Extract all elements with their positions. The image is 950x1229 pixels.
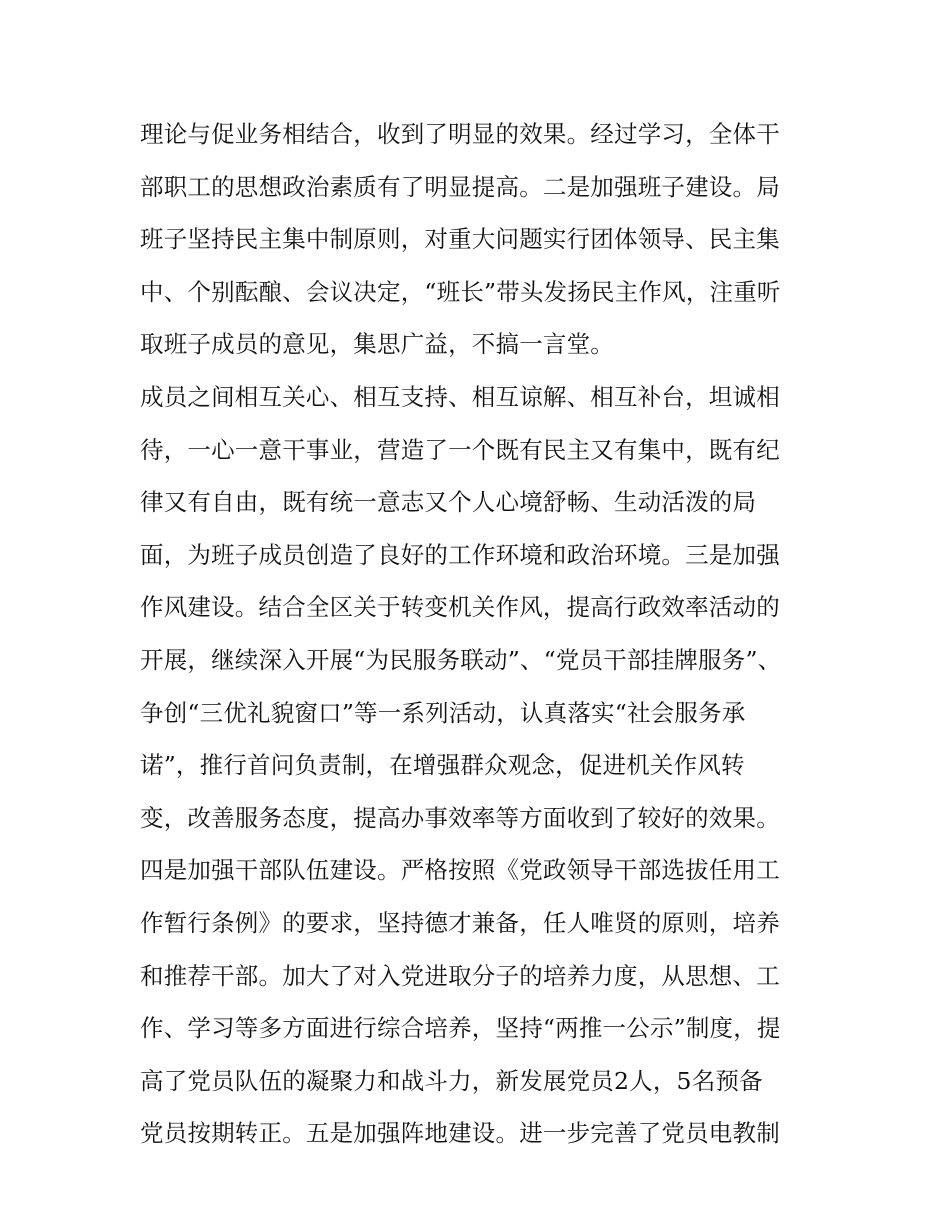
text-line: 面，为班子成员创造了良好的工作环境和政治环境。三是加强 xyxy=(140,540,780,569)
body-text xyxy=(140,108,820,1160)
text-line: 取班子成员的意见，集思广益，不搞一言堂。 xyxy=(140,330,614,359)
text-line: 待，一心一意干事业，营造了一个既有民主又有集中，既有纪 xyxy=(140,435,780,464)
text-line: 开展，继续深入开展“为民服务联动”、“党员干部挂牌服务”、 xyxy=(140,645,782,674)
text-line: 变，改善服务态度，提高办事效率等方面收到了较好的效果。 xyxy=(140,803,780,832)
text-line: 理论与促业务相结合，收到了明显的效果。经过学习，全体干 xyxy=(140,120,780,148)
text-line: 班子坚持民主集中制原则，对重大问题实行团体领导、民主集 xyxy=(140,225,780,254)
text-line: 高了党员队伍的凝聚力和战斗力，新发展党员2人，5名预备 xyxy=(140,1066,763,1095)
text-line: 律又有自由，既有统一意志又个人心境舒畅、生动活泼的局 xyxy=(140,488,757,517)
text-line: 争创“三优礼貌窗口”等一系列活动，认真落实“社会服务承 xyxy=(140,698,746,727)
text-line: 部职工的思想政治素质有了明显提高。二是加强班子建设。局 xyxy=(140,172,780,201)
text-line: 诺”，推行首问负责制，在增强群众观念，促进机关作风转 xyxy=(140,751,745,780)
text-line: 四是加强干部队伍建设。严格按照《党政领导干部选拔任用工 xyxy=(140,856,780,885)
text-line: 党员按期转正。五是加强阵地建设。进一步完善了党员电教制 xyxy=(140,1119,780,1148)
text-line: 中、个别酝酿、会议决定，“班长”带头发扬民主作风，注重听 xyxy=(140,277,781,306)
text-line: 作暂行条例》的要求，坚持德才兼备，任人唯贤的原则，培养 xyxy=(140,908,780,937)
text-line: 作风建设。结合全区关于转变机关作风，提高行政效率活动的 xyxy=(140,593,780,622)
text-line: 作、学习等多方面进行综合培养，坚持“两推一公示”制度，提 xyxy=(140,1014,781,1043)
text-line: 成员之间相互关心、相互支持、相互谅解、相互补台，坦诚相 xyxy=(140,382,780,411)
text-line: 和推荐干部。加大了对入党进取分子的培养力度，从思想、工 xyxy=(140,961,780,990)
